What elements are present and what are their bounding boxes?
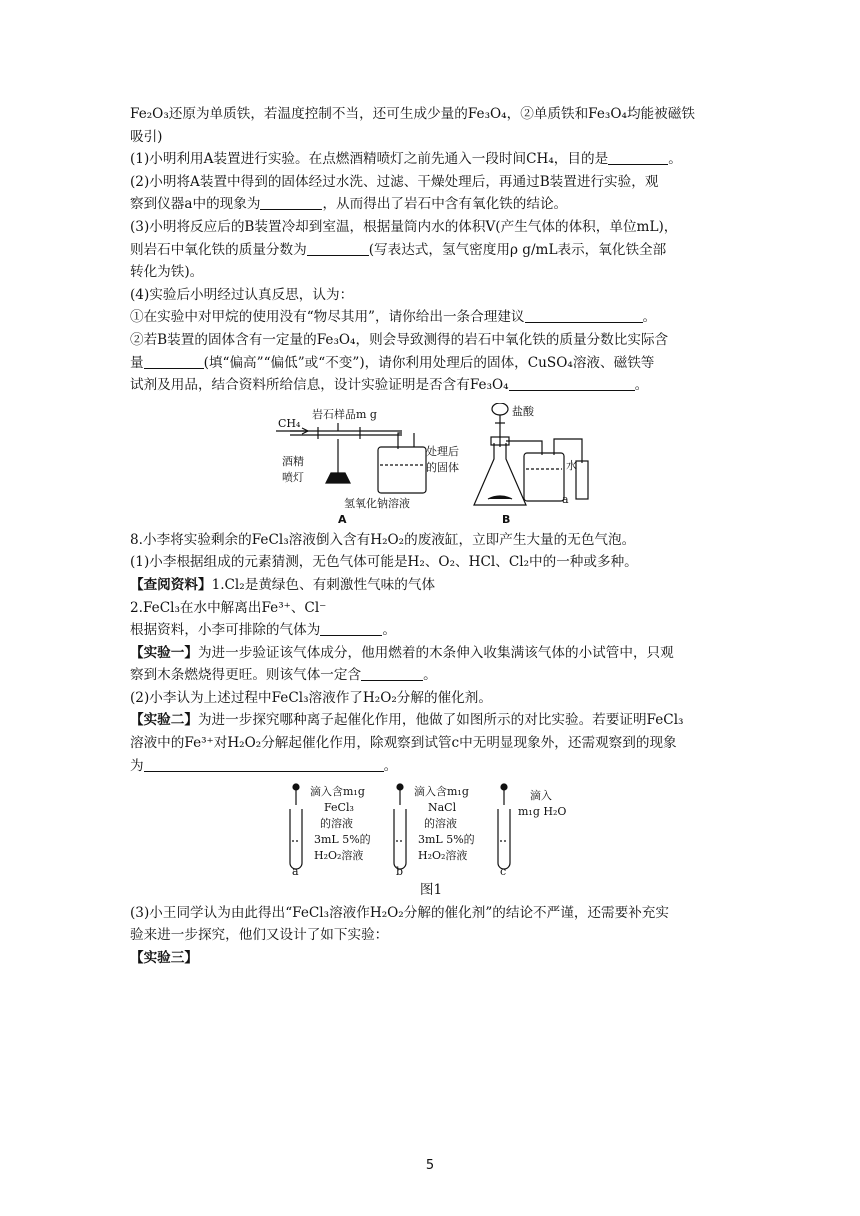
tube-b-label: b [396, 865, 404, 876]
solid-label-2: 的固体 [426, 460, 459, 474]
experiment-2-question: 为 。 [130, 757, 398, 774]
text-line: Fe₂O₃还原为单质铁，若温度控制不当，还可生成少量的Fe₃O₄，②单质铁和Fe₃O₄均能被磁铁 [130, 106, 695, 122]
tube-a-text-3: 的溶液 [320, 817, 353, 831]
cylinder-label: a [562, 492, 569, 506]
tube-b [394, 784, 475, 875]
measuring-cylinder [576, 461, 588, 499]
apparatus-b [426, 403, 588, 525]
tube-b-text-1: 滴入含m₁g [414, 785, 469, 799]
text-line: (3)小明将反应后的B装置冷却到室温，根据量筒内水的体积V(产生气体的体积，单位mL)， [130, 218, 678, 235]
experiment-3-title: 【实验三】 [130, 950, 198, 967]
test-tube-figure [130, 783, 732, 875]
apparatus-b-label: B [502, 512, 511, 525]
text-line: 2.FeCl₃在水中解离出Fe³⁺、Cl⁻ [130, 599, 327, 616]
alcohol-lamp [326, 473, 350, 483]
tube-a-text-2: FeCl₃ [324, 801, 354, 815]
text-line: ②若B装置的固体含有一定量的Fe₃O₄，则会导致测得的岩石中氧化铁的质量分数比实际含 [130, 331, 669, 348]
acid-label: 盐酸 [512, 404, 534, 418]
text-line: (2)小李认为上述过程中FeCl₃溶液作了H₂O₂分解的催化剂。 [130, 689, 492, 706]
question-4c: 试剂及用品，结合资料所给信息，设计实验证明是否含有Fe₃O₄ 。 [130, 377, 649, 394]
answer-blank [361, 666, 423, 681]
text-line: 验来进一步探究，他们又设计了如下实验： [130, 927, 389, 944]
apparatus-a-label: A [338, 512, 347, 525]
solid-sample [488, 496, 512, 499]
tube-a-text-1: 滴入含m₁g [310, 785, 365, 799]
answer-blank [144, 354, 204, 369]
experiment-1: 【实验一】为进一步验证该气体成分，他用燃着的木条伸入收集满该气体的小试管中，只观 [130, 644, 674, 661]
text-line: 8.小李将实验剩余的FeCl₃溶液倒入含有H₂O₂的废液缸，立即产生大量的无色气泡。 [130, 531, 636, 548]
answer-blank [608, 150, 668, 165]
tube-b-text-3: 的溶液 [424, 817, 457, 831]
tube-b-text-5: H₂O₂溶液 [418, 849, 468, 863]
test-tube-diagram [130, 783, 732, 875]
tube-a-text-4: 3mL 5%的 [314, 833, 371, 847]
naoh-label: 氢氧化钠溶液 [344, 496, 410, 510]
tube-a-text-5: H₂O₂溶液 [314, 849, 364, 863]
water-label: 水 [566, 458, 577, 472]
experiment-1-question: 察到木条燃烧得更旺。则该气体一定含 。 [130, 667, 437, 684]
question-3: 则岩石中氧化铁的质量分数为 (写表达式，氢气密度用ρ g/mL表示，氧化铁全部 [130, 241, 667, 258]
water-bottle [524, 453, 564, 501]
question-2: 察到仪器a中的现象为 ，从而得出了岩石中含有氧化铁的结论。 [130, 196, 568, 213]
exclude-question: 根据资料，小李可排除的气体为 。 [130, 622, 396, 639]
test-tube-b [394, 809, 406, 869]
answer-blank [307, 241, 369, 256]
reference-line: 【查阅资料】1.Cl₂是黄绿色、有刺激性气味的气体 [130, 576, 436, 593]
answer-blank [525, 308, 643, 323]
question-1: (1)小明利用A装置进行实验。在点燃酒精喷灯之前先通入一段时间CH₄，目的是 。 [130, 151, 682, 168]
answer-blank [320, 621, 382, 636]
tube-b-text-4: 3mL 5%的 [418, 833, 475, 847]
test-tube-a [290, 809, 302, 869]
page-content [130, 103, 732, 970]
ch4-label: CH₄ [278, 416, 301, 430]
text-line: 溶液中的Fe³⁺对H₂O₂分解起催化作用，除观察到试管c中无明显现象外，还需观察到的现象 [130, 735, 677, 752]
question-4b: 量 (填“偏高”“偏低”或“不变”)，请你利用处理后的固体，CuSO₄溶液、磁铁等 [130, 354, 655, 371]
apparatus-a [276, 407, 426, 525]
figure-caption: 图1 [419, 882, 443, 899]
tube-c [498, 784, 566, 875]
tube-c-label: c [500, 865, 507, 876]
experiment-2: 【实验二】为进一步探究哪种离子起催化作用，他做了如图所示的对比实验。若要证明FeCl₃ [130, 712, 684, 729]
answer-blank [144, 757, 384, 772]
tube-c-text-2: m₁g H₂O [518, 805, 567, 819]
text-line: 转化为铁)。 [130, 264, 204, 281]
text-line: (3)小王同学认为由此得出“FeCl₃溶液作H₂O₂分解的催化剂”的结论不严谨，还需要补充实 [130, 904, 669, 921]
text-line: (2)小明将A装置中得到的固体经过水洗、过滤、干燥处理后，再通过B装置进行实验，观 [130, 173, 659, 190]
text-line: 吸引) [130, 128, 163, 145]
question-4a: ①在实验中对甲烷的使用没有“物尽其用”，请你给出一条合理建议 。 [130, 309, 657, 326]
tube-a [290, 784, 371, 875]
test-tube-c [498, 809, 510, 869]
sample-label: 岩石样品m g [312, 407, 377, 421]
lamp-label-1: 酒精 [282, 454, 304, 468]
answer-blank [509, 376, 635, 391]
text-line: (4)实验后小明经过认真反思，认为： [130, 286, 354, 303]
separatory-funnel [492, 403, 508, 415]
tube-a-label: a [292, 865, 299, 876]
tube-b-text-2: NaCl [428, 801, 457, 815]
naoh-bottle [378, 447, 426, 493]
tube-c-text-1: 滴入 [530, 789, 552, 803]
page-number: 5 [425, 1158, 435, 1173]
lamp-label-2: 喷灯 [282, 470, 304, 484]
apparatus-diagram [130, 403, 732, 525]
apparatus-figure [130, 403, 732, 525]
solid-label-1: 处理后 [426, 444, 459, 458]
text-line: (1)小李根据组成的元素猜测，无色气体可能是H₂、O₂、HCl、Cl₂中的一种或多种。 [130, 554, 638, 571]
answer-blank [260, 195, 322, 210]
